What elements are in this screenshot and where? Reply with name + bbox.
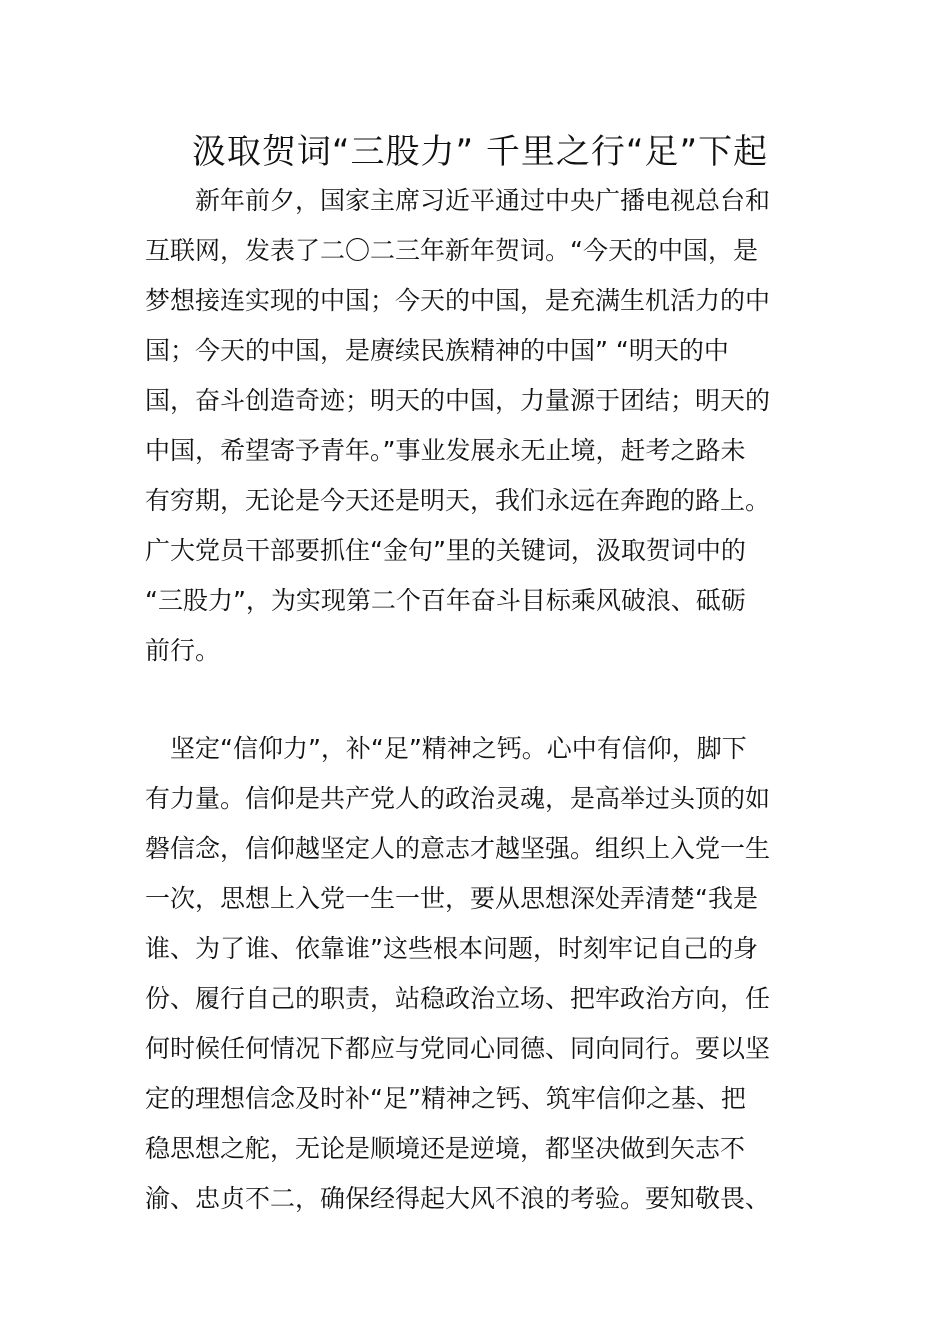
- text-line: “三股力”，为实现第二个百年奋斗目标乘风破浪、砥砺: [145, 586, 746, 615]
- text-line: 广大党员干部要抓住“金句”里的关键词，汲取贺词中的: [145, 536, 746, 565]
- text-line: 稳思想之舵，无论是顺境还是逆境，都坚决做到矢志不: [145, 1134, 746, 1163]
- paragraph-intro: [145, 176, 825, 676]
- text-line: 谁、为了谁、依靠谁”这些根本问题，时刻牢记自己的身: [145, 934, 758, 963]
- text-line: 何时候任何情况下都应与党同心同德、同向同行。要以坚: [145, 1034, 771, 1063]
- document-title: 汲取贺词“三股力” 千里之行“足”下起: [191, 132, 769, 172]
- text-line: 国，奋斗创造奇迹；明天的中国，力量源于团结；明天的: [145, 386, 771, 415]
- text-line: 有力量。信仰是共产党人的政治灵魂，是高举过头顶的如: [145, 784, 771, 813]
- text-line: 梦想接连实现的中国；今天的中国，是充满生机活力的中: [145, 286, 771, 315]
- text-line: 有穷期，无论是今天还是明天，我们永远在奔跑的路上。: [145, 486, 771, 515]
- text-line: 渝、忠贞不二，确保经得起大风不浪的考验。要知敬畏、: [145, 1184, 771, 1213]
- text-line: 国；今天的中国，是赓续民族精神的中国” “明天的中: [145, 336, 729, 365]
- text-line: 互联网，发表了二〇二三年新年贺词。“今天的中国，是: [145, 236, 758, 265]
- text-line: 中国，希望寄予青年。”事业发展永无止境，赶考之路未: [145, 436, 746, 465]
- text-line: 一次，思想上入党一生一世，要从思想深处弄清楚“我是: [145, 884, 758, 913]
- text-line: 坚定“信仰力”，补“足”精神之钙。心中有信仰，脚下: [145, 734, 747, 763]
- text-line: 份、履行自己的职责，站稳政治立场、把牢政治方向，任: [145, 984, 771, 1013]
- text-line: 前行。: [145, 636, 221, 665]
- text-line: 新年前夕，国家主席习近平通过中央广播电视总台和: [145, 186, 771, 215]
- paragraph-faith: [145, 724, 825, 1224]
- text-line: 磐信念，信仰越坚定人的意志才越坚强。组织上入党一生: [145, 834, 771, 863]
- text-line: 定的理想信念及时补“足”精神之钙、筑牢信仰之基、把: [145, 1084, 746, 1113]
